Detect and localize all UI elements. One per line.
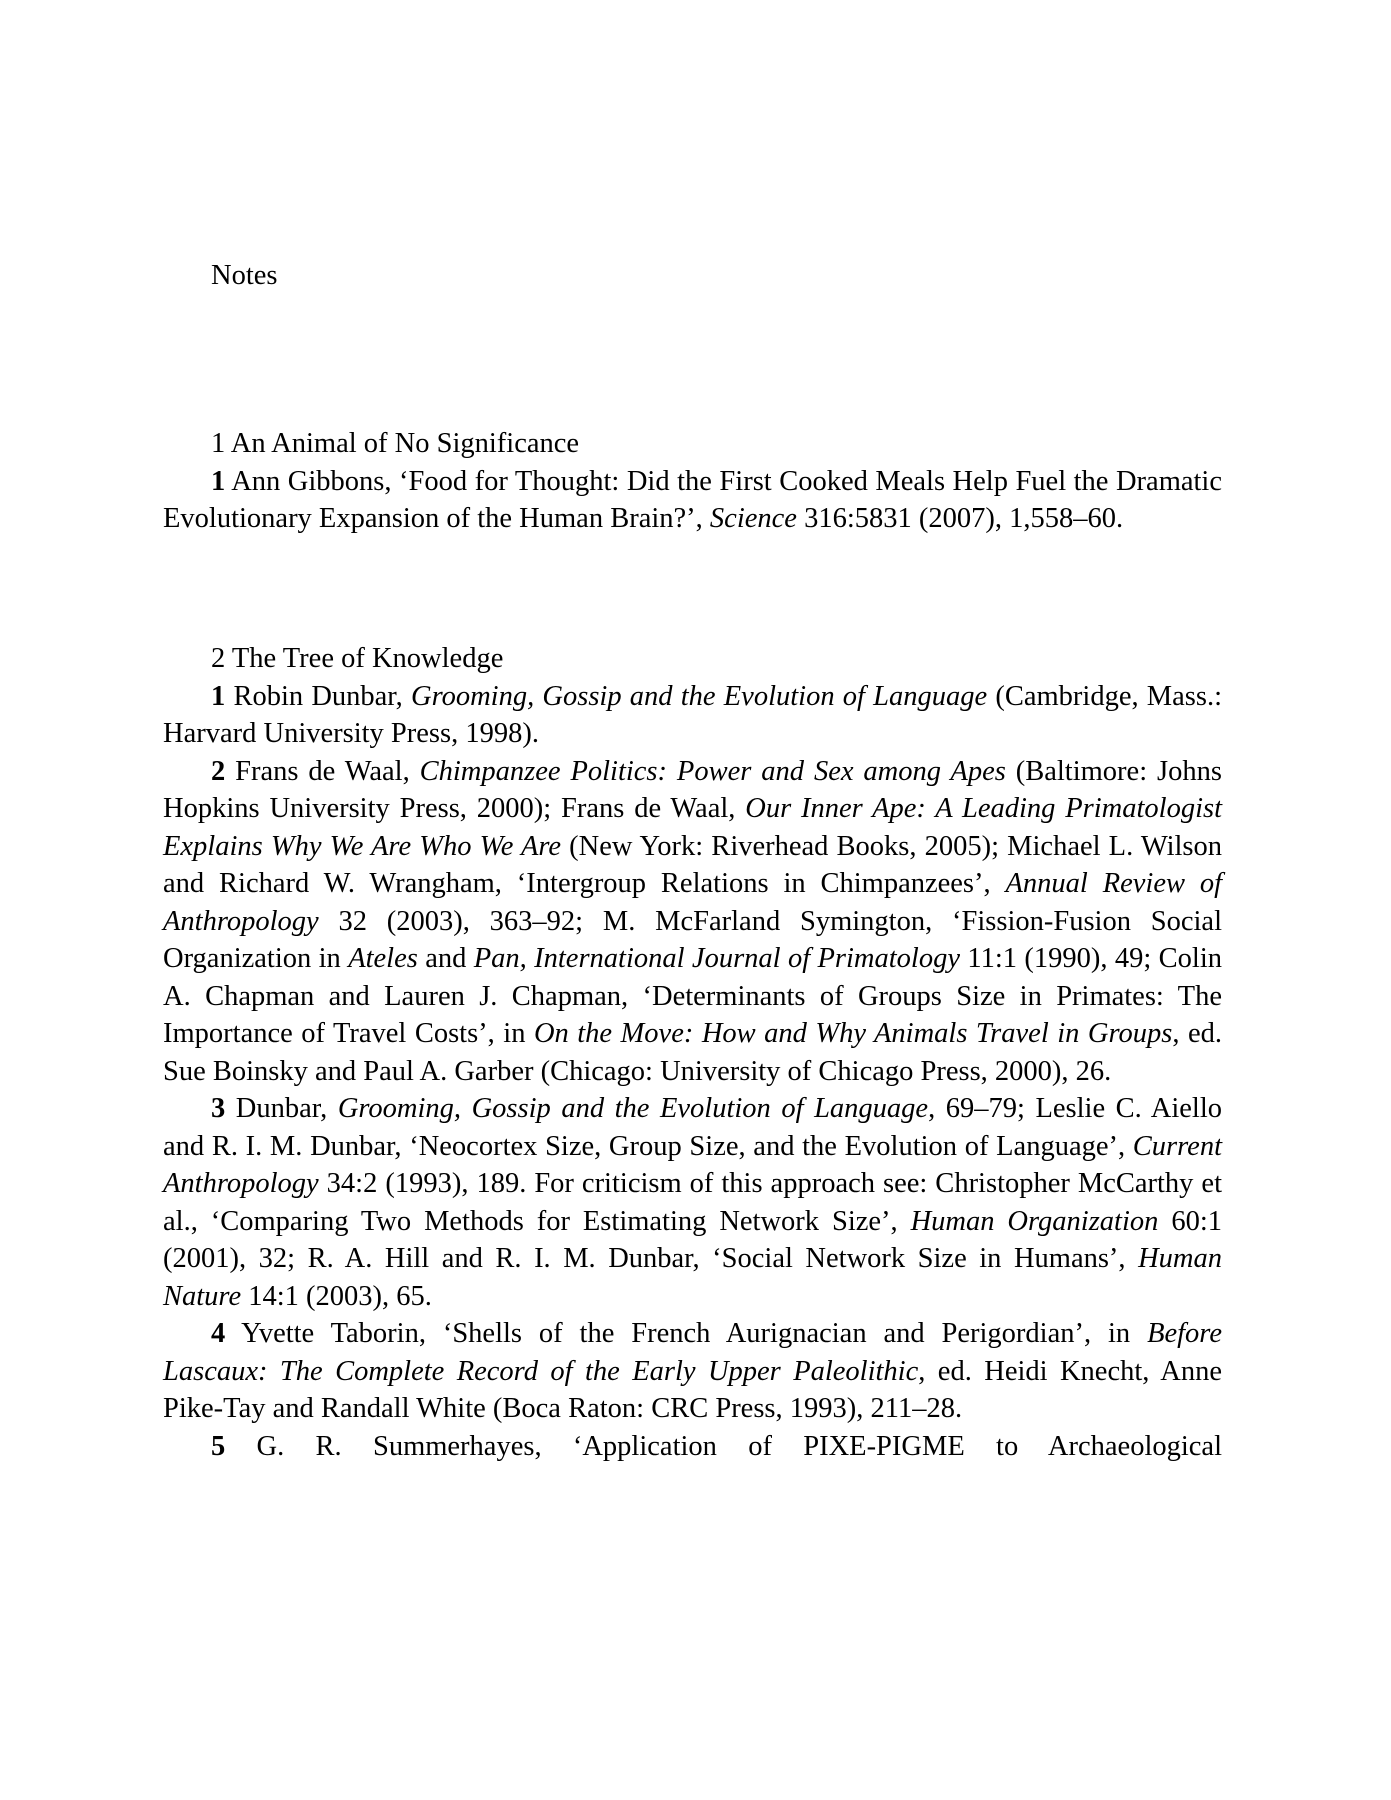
- chapter-section: [163, 640, 1222, 1465]
- notes-list: [163, 678, 1222, 1466]
- italic-title-text: On the Move: How and Why Animals Travel in Groups: [533, 1018, 1173, 1049]
- chapter-heading: 1 An Animal of No Significance: [211, 428, 580, 459]
- footnote-number: 2: [211, 755, 226, 787]
- citation-text: 316:5831 (2007), 1,558–60.: [796, 503, 1124, 534]
- citation-text: (Cambridge, Mass.: Harvard University Press, 1998).: [163, 680, 1223, 749]
- italic-title-text: Grooming, Gossip and the Evolution of Language: [410, 680, 988, 712]
- citation-text: (Baltimore: Johns Hopkins University Press, 2000); Frans de Waal,: [163, 755, 1222, 824]
- footnote: [163, 1428, 1222, 1466]
- footnote: [163, 463, 1222, 538]
- citation-text: , ed. Heidi Knecht, Anne Pike-Tay and Randall White (Boca Raton: CRC Press, 1993), 211–28.: [163, 1355, 1222, 1424]
- footnote: [163, 1090, 1222, 1315]
- italic-title-text: Before Lascaux: The Complete Record of the Early Upper Paleolithic: [163, 1318, 1222, 1387]
- citation-text: Yvette Taborin, ‘Shells of the French Aurignacian and Perigordian’, in: [225, 1318, 1148, 1349]
- citation-text: 60:1 (2001), 32; R. A. Hill and R. I. M. Dunbar, ‘Social Network Size in Humans’,: [163, 1205, 1223, 1274]
- citation-text: 32 (2003), 363–92; M. McFarland Symington, ‘Fission-Fusion Social Organization in: [163, 905, 1222, 974]
- italic-title-text: Grooming, Gossip and the Evolution of Language: [337, 1093, 929, 1124]
- footnote-number: 3: [211, 1093, 226, 1124]
- italic-title-text: Current Anthropology: [163, 1130, 1222, 1199]
- footnote-number: 1: [211, 680, 226, 712]
- citation-text: 34:2 (1993), 189. For criticism of this approach see: Christopher McCarthy et al., ‘Comparing Two Methods for Estimating Network Size’,: [163, 1168, 1222, 1237]
- italic-title-text: Ateles: [348, 943, 418, 974]
- chapter-heading: 2 The Tree of Knowledge: [211, 643, 504, 674]
- italic-title-text: Pan, International Journal of Primatology: [473, 943, 960, 974]
- italic-title-text: Annual Review of Anthropology: [163, 868, 1223, 937]
- footnote: [163, 1315, 1222, 1428]
- citation-text: 11:1 (1990), 49; Colin A. Chapman and Lauren J. Chapman, ‘Determinants of Groups Size in Primates: The Importance of Travel Costs’, in: [163, 943, 1222, 1049]
- citation-text: Frans de Waal,: [225, 755, 420, 787]
- footnote-number: 1: [211, 465, 226, 497]
- italic-title-text: Our Inner Ape: A Leading Primatologist Explains Why We Are Who We Are: [163, 793, 1223, 862]
- footnote-number: 5: [211, 1430, 226, 1462]
- citation-text: , ed. Sue Boinsky and Paul A. Garber (Chicago: University of Chicago Press, 2000), 26.: [163, 1018, 1222, 1087]
- footnote: [163, 678, 1222, 753]
- italic-title-text: Chimpanzee Politics: Power and Sex among Apes: [419, 755, 1006, 787]
- chapter-section: [163, 425, 1222, 538]
- citation-text: (New York: Riverhead Books, 2005); Michael L. Wilson and Richard W. Wrangham, ‘Intergroup Relations in Chimpanzees’,: [163, 830, 1223, 899]
- italic-title-text: Human Organization: [910, 1205, 1159, 1237]
- notes-list: [163, 463, 1222, 538]
- citation-text: G. R. Summerhayes, ‘Application of PIXE-PIGME to Archaeological: [225, 1430, 1222, 1462]
- citation-text: Robin Dunbar,: [225, 680, 411, 712]
- citation-text: , 69–79; Leslie C. Aiello and R. I. M. Dunbar, ‘Neocortex Size, Group Size, and the Evolution of Language’,: [163, 1093, 1222, 1162]
- footnote: [163, 753, 1222, 1091]
- footnote-number: 4: [211, 1318, 226, 1349]
- citation-text: and: [417, 943, 474, 974]
- citation-text: Dunbar,: [225, 1093, 338, 1124]
- citation-text: 14:1 (2003), 65.: [241, 1280, 432, 1312]
- italic-title-text: Human Nature: [163, 1243, 1222, 1312]
- citation-text: Ann Gibbons, ‘Food for Thought: Did the First Cooked Meals Help Fuel the Dramatic Evolutionary Expansion of the Human Brain?’,: [163, 465, 1222, 534]
- italic-title-text: Science: [709, 503, 797, 534]
- page-title: Notes: [211, 260, 278, 291]
